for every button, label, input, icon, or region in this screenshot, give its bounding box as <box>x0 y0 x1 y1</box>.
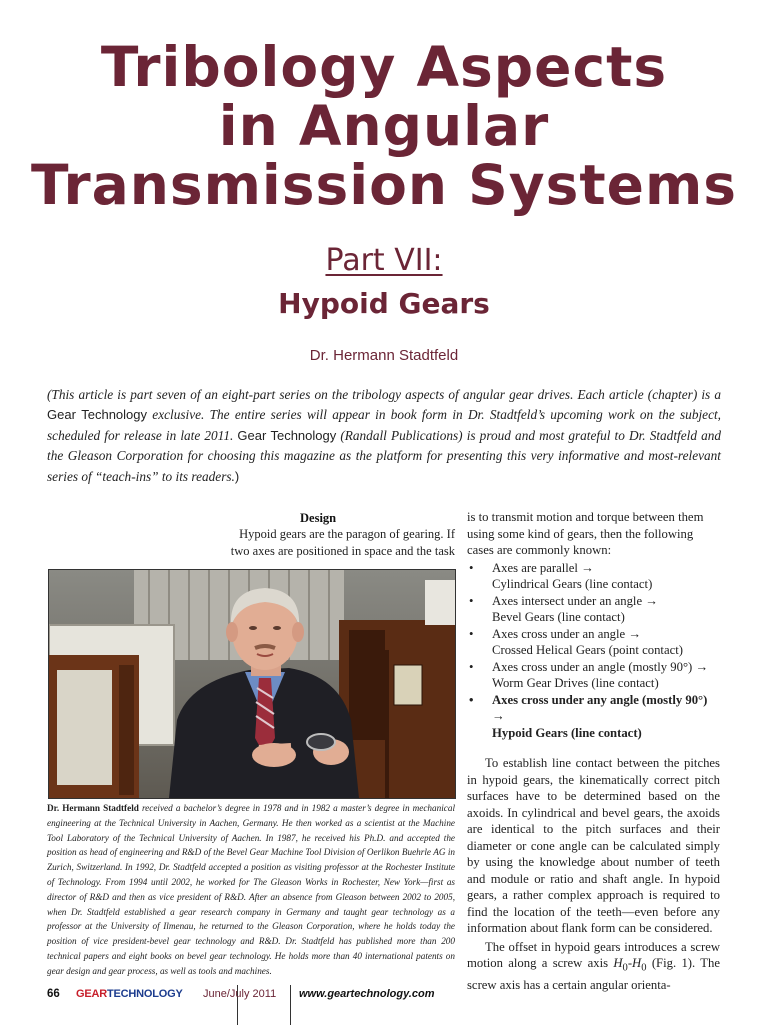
body-paragraph-1-text: To establish line contact between the pitches in hypoid gears, the kinematically correct pitch surfaces have to be determined based on the axoids. In cylindrical and bevel gears, the axoids are identical to the pitch surfaces and their diameter or cone angle can be calculated simply by using the knowledge about number of teeth and module or ratio and shaft angle. In hypoid gears, a rather complex approach is required to find the location of the teeth—even before any information about flank form can be considered. <box>467 756 720 935</box>
list-item-sub: Hypoid Gears (line contact) <box>492 725 642 740</box>
list-item <box>467 593 720 626</box>
screw-axis-symbol-2: H <box>632 956 642 970</box>
body-paragraph-2 <box>467 939 720 994</box>
body-paragraph-2-text-a: The offset in hypoid gears introduces a screw motion along a screw axis <box>467 939 720 970</box>
list-item-main: Axes are parallel → <box>492 560 594 575</box>
bullet-icon: • <box>469 659 474 674</box>
list-item <box>467 560 720 593</box>
design-line-2: two axes are positioned in space and the task <box>230 543 455 558</box>
caption-author-name: Dr. Hermann Stadtfeld <box>47 803 139 813</box>
screw-axis-symbol-1: H <box>613 956 623 970</box>
logo-technology: TECHNOLOGY <box>106 988 183 1000</box>
bullet-icon: • <box>469 626 474 641</box>
bullet-icon: • <box>469 692 474 707</box>
intro-close-paren: ) <box>234 468 240 484</box>
article-subtitle: Hypoid Gears <box>278 287 490 320</box>
bullet-icon: • <box>469 560 474 575</box>
list-item-main: Axes cross under any angle (mostly 90°) → <box>492 692 708 723</box>
title-line-2: in Angular <box>218 94 550 158</box>
title-line-3: Transmission Systems <box>30 153 738 217</box>
list-item <box>467 692 720 742</box>
screw-axis-dash: - <box>627 956 633 970</box>
author-byline: Dr. Hermann Stadtfeld <box>309 347 459 364</box>
gear-cases-list <box>467 560 720 742</box>
author-bio-caption <box>47 801 455 979</box>
caption-bio-text: received a bachelor’s degree in 1978 and in 1982 a master’s degree in mechanical engineering at the Technical University in Aachen, Germany. He then worked as a scientist at the Machine Tool Laboratory of the Technical University of Aachen. In 1987, he received his Ph.D. and accepted the position as head of engineering and R&D of the Bevel Gear Machine Tool Division of Oerlikon Buehrle AG in Zurich, Switzerland. In 1992, Dr. Stadtfeld accepted a position as visiting professor at the Rochester Institute of Technology. From 1994 until 2002, he worked for The Gleason Works in Rochester, New York—first as director of R&D and then as vice president of R&D. After an absence from Gleason between 2002 to 2005, when Dr. Stadtfeld established a gear research company in Germany and taught gear technology as a professor at the University of Ilmenau, he returned to the Gleason Corporation, where he holds today the position of vice president-bevel gear technology and R&D. Dr. Stadtfeld has published more than 200 technical papers and eight books on bevel gear technology. He holds more than 40 international patents on gear design and gear process, as well as tools and machines. <box>47 803 455 976</box>
intro-text-2: exclusive. The entire series will appear in book form in Dr. Stadtfeld’s upcoming work on the subject, scheduled for release in late 2011. <box>47 407 721 443</box>
right-column <box>467 509 720 994</box>
design-paragraph-start <box>47 526 455 559</box>
list-item-sub: Bevel Gears (line contact) <box>492 610 625 624</box>
author-photo <box>48 569 456 799</box>
title-line-1: Tribology Aspects <box>100 35 668 99</box>
right-line-2: using some kind of gears, then the following <box>467 526 694 541</box>
page-footer <box>47 985 447 1005</box>
body-paragraph-1 <box>467 755 720 937</box>
website-url: www.geartechnology.com <box>299 988 435 1000</box>
footer-divider <box>290 985 291 1025</box>
intro-text-3: (Randall Publications) is proud and most grateful to Dr. Stadtfeld and the Gleason Corporation for choosing this magazine as the platform for presenting this very informative and most-relevant series of “teach-ins” to its readers. <box>47 427 722 484</box>
list-item <box>467 659 720 692</box>
right-line-1: is to transmit motion and torque between them <box>467 510 704 524</box>
magazine-logo <box>76 988 183 1000</box>
bullet-icon: • <box>469 593 474 608</box>
screw-axis-subscript-1: 0 <box>622 962 628 974</box>
logo-gear: GEAR <box>76 988 107 1000</box>
intro-magazine-name-2: Gear Technology <box>237 427 337 443</box>
part-text: Part VII: <box>325 243 443 278</box>
list-item-sub: Worm Gear Drives (line contact) <box>492 676 659 690</box>
part-label <box>0 243 768 279</box>
intro-text-1: (This article is part seven of an eight-part series on the tribology aspects of angular gear drives. Each article (chapter) is a <box>47 387 721 402</box>
intro-paragraph <box>47 385 721 487</box>
intro-magazine-name-1: Gear Technology <box>47 407 148 423</box>
list-item-sub: Cylindrical Gears (line contact) <box>492 577 653 591</box>
list-item-sub: Crossed Helical Gears (point contact) <box>492 643 683 657</box>
author-photo-illustration <box>49 570 455 798</box>
list-item-main: Axes intersect under an angle → <box>492 593 658 608</box>
issue-date: June/July 2011 <box>203 988 277 1000</box>
list-item-main: Axes cross under an angle → <box>492 626 642 641</box>
screw-axis-subscript-2: 0 <box>641 962 647 974</box>
right-line-3: cases are commonly known: <box>467 543 612 557</box>
section-heading-design: Design <box>300 511 337 525</box>
design-line-1: Hypoid gears are the paragon of gearing. If <box>239 527 455 541</box>
article-title <box>0 35 768 217</box>
page-number: 66 <box>47 988 60 1000</box>
body-paragraph-2-text-b: (Fig. 1). The screw axis has a certain angular orienta- <box>467 956 720 993</box>
list-item <box>467 626 720 659</box>
list-item-main: Axes cross under an angle (mostly 90°) → <box>492 659 709 674</box>
